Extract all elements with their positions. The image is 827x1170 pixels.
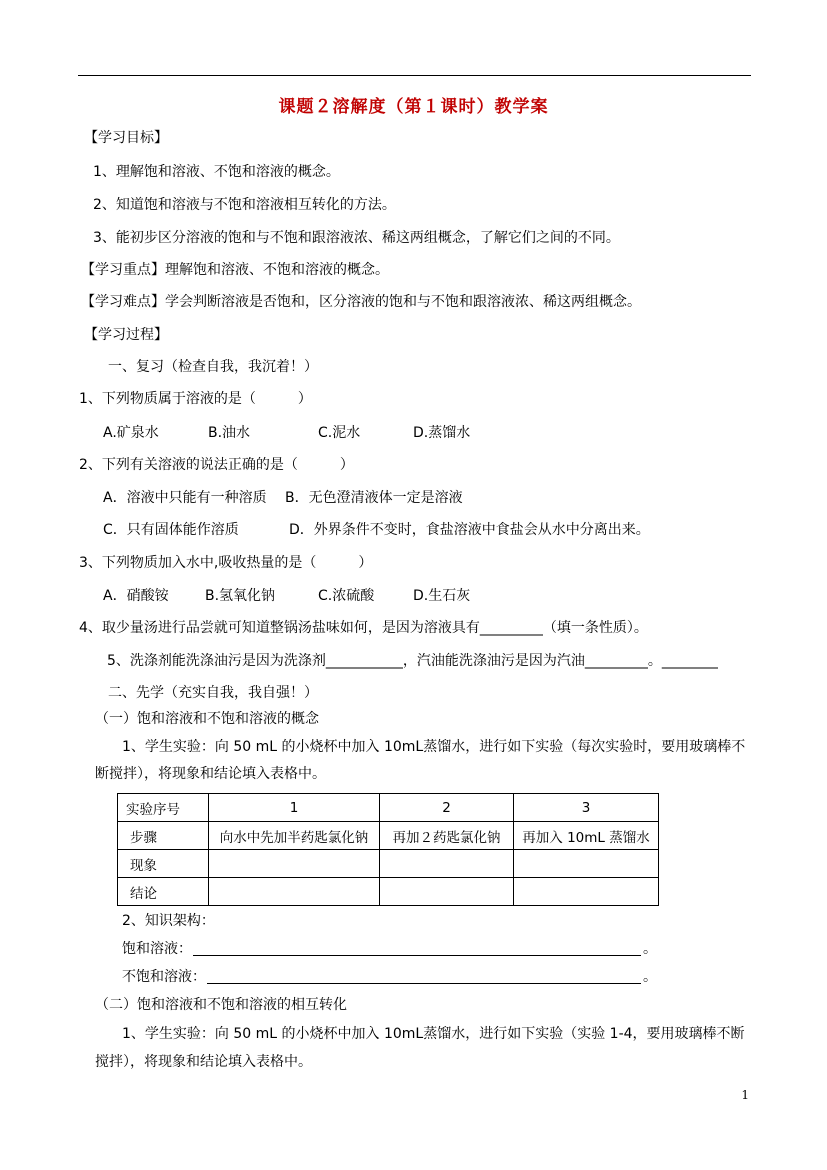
table-cell: 2 bbox=[380, 794, 514, 822]
unsaturated-label: 不饱和溶液： bbox=[122, 969, 206, 985]
q3-option-d: D.生石灰 bbox=[413, 588, 471, 604]
question-5: 5、洗涤剂能洗涤油污是因为洗涤剂___________，汽油能洗涤油污是因为汽油_________。________ bbox=[107, 653, 718, 669]
table-cell bbox=[514, 878, 659, 906]
table-cell: 1 bbox=[209, 794, 380, 822]
table-cell: 3 bbox=[514, 794, 659, 822]
objectives-header: 【学习目标】 bbox=[84, 130, 168, 146]
q1-option-c: C.泥水 bbox=[318, 425, 361, 441]
table-cell: 步骤 bbox=[118, 822, 209, 850]
q2-option-d: D．外界条件不变时，食盐溶液中食盐会从水中分离出来。 bbox=[289, 522, 650, 538]
experiment-table bbox=[117, 793, 659, 906]
q3-option-b: B.氢氧化钠 bbox=[205, 588, 276, 604]
table-cell: 实验序号 bbox=[118, 794, 209, 822]
q1-option-b: B.油水 bbox=[208, 425, 251, 441]
q3-option-c: C.浓硫酸 bbox=[318, 588, 375, 604]
page-title: 课题２溶解度（第１课时）教学案 bbox=[278, 97, 549, 117]
saturated-blank bbox=[193, 955, 641, 956]
q1-option-a: A.矿泉水 bbox=[103, 425, 159, 441]
knowledge-header: 2、知识架构： bbox=[122, 913, 215, 929]
table-cell bbox=[380, 850, 514, 878]
subsection-2: （二）饱和溶液和不饱和溶液的相互转化 bbox=[95, 997, 347, 1013]
question-3: 3、下列物质加入水中,吸收热量的是（ ） bbox=[79, 555, 373, 571]
subsection-1: （一）饱和溶液和不饱和溶液的概念 bbox=[95, 711, 319, 727]
objective-2: 2、知道饱和溶液与不饱和溶液相互转化的方法。 bbox=[93, 197, 396, 213]
table-cell: 再加２药匙氯化钠 bbox=[380, 822, 514, 850]
experiment-2-line-1: 1、学生实验：向 50 mL 的小烧杯中加入 10mL蒸馏水，进行如下实验（实验 1-4，要用玻璃棒不断 bbox=[122, 1026, 745, 1042]
unsaturated-period: 。 bbox=[643, 969, 657, 985]
page-number: 1 bbox=[741, 1088, 749, 1102]
preview-header: 二、先学（充实自我，我自强！） bbox=[108, 685, 318, 701]
table-cell: 结论 bbox=[118, 878, 209, 906]
table-cell: 向水中先加半药匙氯化钠 bbox=[209, 822, 380, 850]
table-cell bbox=[209, 850, 380, 878]
saturated-label: 饱和溶液： bbox=[122, 941, 192, 957]
q1-option-d: D.蒸馏水 bbox=[413, 425, 471, 441]
experiment-2-line-2: 搅拌），将现象和结论填入表格中。 bbox=[95, 1054, 312, 1070]
table-cell: 再加入 10mL 蒸馏水 bbox=[514, 822, 659, 850]
table-row bbox=[118, 850, 659, 878]
key-point: 【学习重点】理解饱和溶液、不饱和溶液的概念。 bbox=[81, 262, 389, 278]
table-cell bbox=[514, 850, 659, 878]
header-rule bbox=[78, 75, 751, 76]
table-row bbox=[118, 878, 659, 906]
unsaturated-blank bbox=[207, 983, 641, 984]
objective-1: 1、理解饱和溶液、不饱和溶液的概念。 bbox=[93, 164, 340, 180]
process-header: 【学习过程】 bbox=[84, 327, 168, 343]
table-cell: 现象 bbox=[118, 850, 209, 878]
table-row bbox=[118, 794, 659, 822]
table-cell bbox=[209, 878, 380, 906]
q2-options-line-1: A．溶液中只能有一种溶质 B．无色澄清液体一定是溶液 bbox=[103, 490, 463, 506]
question-4: 4、取少量汤进行品尝就可知道整锅汤盐味如何，是因为溶液具有_________（填一条性质）。 bbox=[79, 620, 648, 636]
question-2: 2、下列有关溶液的说法正确的是（ ） bbox=[79, 457, 354, 473]
q2-option-c: C．只有固体能作溶质 bbox=[103, 522, 239, 538]
difficult-point: 【学习难点】学会判断溶液是否饱和，区分溶液的饱和与不饱和跟溶液浓、稀这两组概念。 bbox=[81, 294, 641, 310]
objective-3: 3、能初步区分溶液的饱和与不饱和跟溶液浓、稀这两组概念，了解它们之间的不同。 bbox=[93, 230, 620, 246]
saturated-period: 。 bbox=[643, 941, 657, 957]
experiment-1-line-2: 断搅拌），将现象和结论填入表格中。 bbox=[95, 766, 326, 782]
q3-option-a: A．硝酸铵 bbox=[103, 588, 169, 604]
review-header: 一、复习（检查自我，我沉着！） bbox=[108, 359, 318, 375]
table-cell bbox=[380, 878, 514, 906]
question-1: 1、下列物质属于溶液的是（ ） bbox=[79, 391, 312, 407]
table-row bbox=[118, 822, 659, 850]
experiment-1-line-1: 1、学生实验：向 50 mL 的小烧杯中加入 10mL蒸馏水，进行如下实验（每次实验时，要用玻璃棒不 bbox=[122, 739, 746, 755]
